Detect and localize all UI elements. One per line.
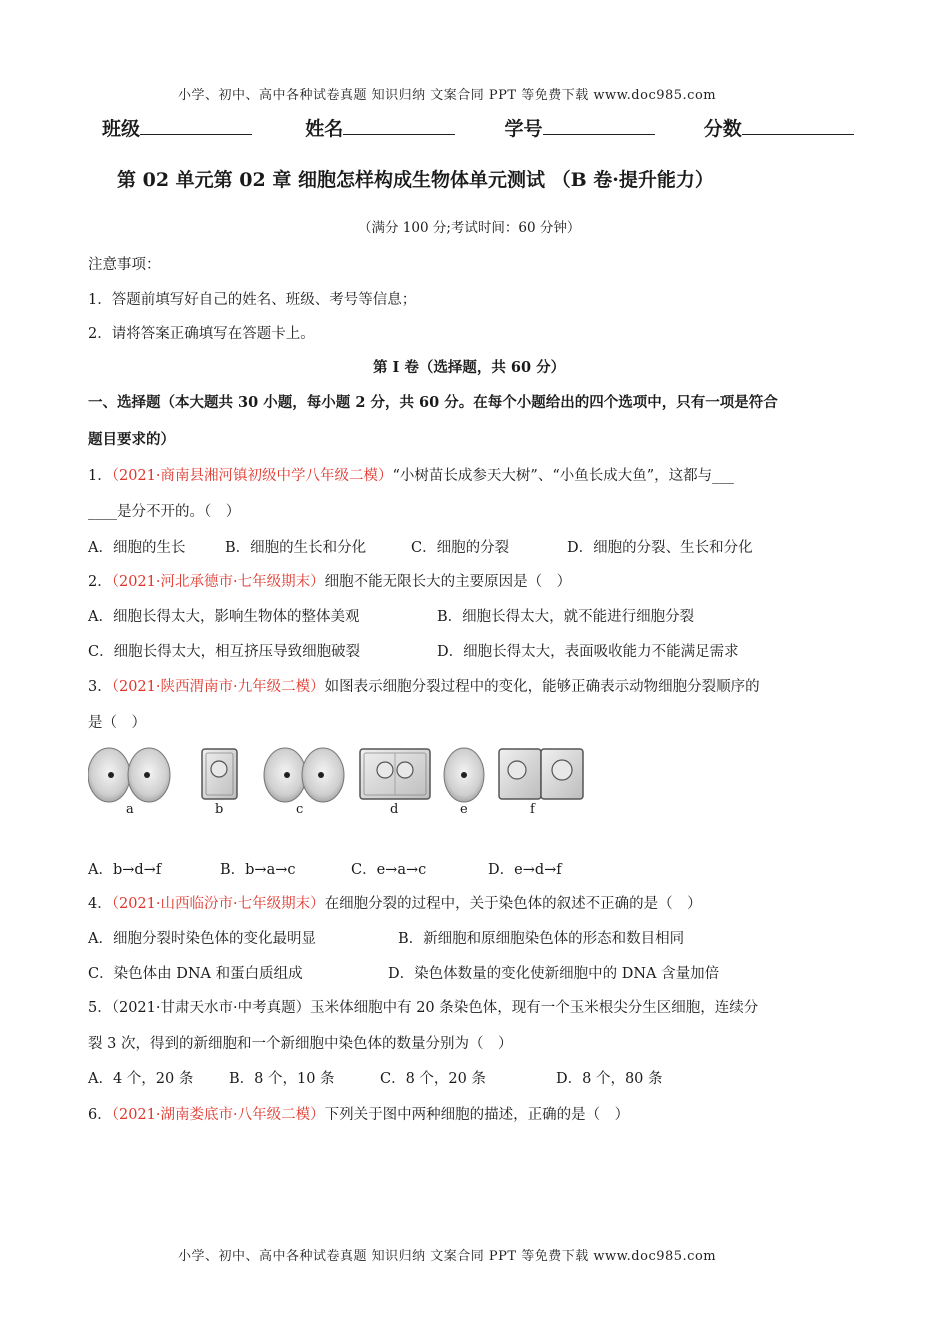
option-a[interactable]: A．细胞长得太大，影响生物体的整体美观 [88,609,360,625]
name-label: 姓名 [305,118,344,140]
option-b[interactable]: B．细胞的生长和分化 [225,540,367,556]
figure-label-b: b [215,802,224,817]
id-label: 学号 [504,118,543,140]
question-5-stem: 5．（2021·甘肃天水市·中考真题）玉米体细胞中有 20 条染色体，现有一个玉米根尖分生区细胞，连续分 [88,1000,759,1016]
option-c[interactable]: C．细胞的分裂 [411,540,510,556]
cell-c [264,748,344,802]
option-a[interactable]: A．细胞的生长 [88,540,186,556]
question-source: （2021·商南县湘河镇初级中学八年级二模） [111,468,393,484]
id-blank[interactable] [543,116,655,135]
section-intro-line1: 一、选择题（本大题共 30 小题，每小题 2 分，共 60 分。在每个小题给出的四个选项中，只有一项是符合 [88,394,778,411]
question-2-stem: 2．（2021·河北承德市·七年级期末）细胞不能无限长大的主要原因是（ ） [88,574,572,590]
cell-f [499,749,583,799]
page-footer: 小学、初中、高中各种试卷真题 知识归纳 文案合同 PPT 等免费下载 www.doc985.com [178,1249,717,1264]
option-c[interactable]: C．e→a→c [351,862,427,878]
page-subtitle: （满分 100 分;考试时间：60 分钟） [358,220,581,236]
question-1-stem: 1．（2021·商南县湘河镇初级中学八年级二模）“小树苗长成参天大树”、“小鱼长成大鱼”，这都与___ [88,468,734,484]
figure-label-f: f [530,802,535,817]
question-1-stem-cont: ____是分不开的。（ ） [88,504,241,520]
question-4-stem: 4．（2021·山西临汾市·七年级期末）在细胞分裂的过程中，关于染色体的叙述不正确的是（ ） [88,896,702,912]
page-header: 小学、初中、高中各种试卷真题 知识归纳 文案合同 PPT 等免费下载 www.doc985.com [178,88,717,103]
page-title: 第 02 单元第 02 章 细胞怎样构成生物体单元测试 （B 卷·提升能力） [117,169,714,191]
cell-b [202,749,237,799]
option-d[interactable]: D．e→d→f [488,862,562,878]
option-a[interactable]: A．4 个，20 条 [88,1071,194,1087]
cell-d [360,749,430,799]
option-c[interactable]: C．染色体由 DNA 和蛋白质组成 [88,966,303,982]
question-source: （2021·湖南娄底市·八年级二模） [111,1107,325,1123]
info-line [102,114,854,141]
cell-e [444,748,484,802]
section-title: 第 I 卷（选择题，共 60 分） [373,359,566,376]
option-b[interactable]: B．b→a→c [220,862,296,878]
class-blank[interactable] [140,116,252,135]
question-3-stem-cont: 是（ ） [88,715,146,731]
option-a[interactable]: A．b→d→f [88,862,162,878]
figure-label-e: e [460,802,468,817]
option-d[interactable]: D．细胞的分裂、生长和分化 [567,540,753,556]
question-source: （2021·山西临汾市·七年级期末） [111,896,325,912]
option-d[interactable]: D．细胞长得太大，表面吸收能力不能满足需求 [437,644,739,660]
question-3-stem: 3．（2021·陕西渭南市·九年级二模）如图表示细胞分裂过程中的变化，能够正确表示动物细胞分裂顺序的 [88,679,760,695]
question-source: （2021·河北承德市·七年级期末） [111,574,325,590]
option-d[interactable]: D．8 个，80 条 [556,1071,663,1087]
option-d[interactable]: D．染色体数量的变化使新细胞中的 DNA 含量加倍 [388,966,720,982]
figure-label-c: c [296,802,304,817]
cell-division-illustration [88,746,588,806]
name-blank[interactable] [343,116,455,135]
question-source: （2021·陕西渭南市·九年级二模） [111,679,325,695]
option-c[interactable]: C．8 个，20 条 [380,1071,486,1087]
option-a[interactable]: A．细胞分裂时染色体的变化最明显 [88,931,316,947]
cell-a [88,748,170,802]
question-6-stem: 6．（2021·湖南娄底市·八年级二模）下列关于图中两种细胞的描述，正确的是（ ） [88,1107,630,1123]
option-b[interactable]: B．细胞长得太大，就不能进行细胞分裂 [437,609,695,625]
section-intro-line2: 题目要求的） [88,431,175,448]
question-5-stem-cont: 裂 3 次，得到的新细胞和一个新细胞中染色体的数量分别为（ ） [88,1036,513,1052]
option-b[interactable]: B．新细胞和原细胞染色体的形态和数目相同 [398,931,685,947]
option-b[interactable]: B．8 个，10 条 [229,1071,335,1087]
notes-heading: 注意事项： [88,257,161,273]
cell-division-figure [88,746,588,828]
figure-label-d: d [390,802,399,817]
figure-label-a: a [126,802,134,817]
class-label: 班级 [102,118,141,140]
note-item: 2．请将答案正确填写在答题卡上。 [88,326,315,342]
score-blank[interactable] [742,116,854,135]
score-label: 分数 [703,118,742,140]
note-item: 1．答题前填写好自己的姓名、班级、考号等信息； [88,292,417,308]
option-c[interactable]: C．细胞长得太大，相互挤压导致细胞破裂 [88,644,361,660]
